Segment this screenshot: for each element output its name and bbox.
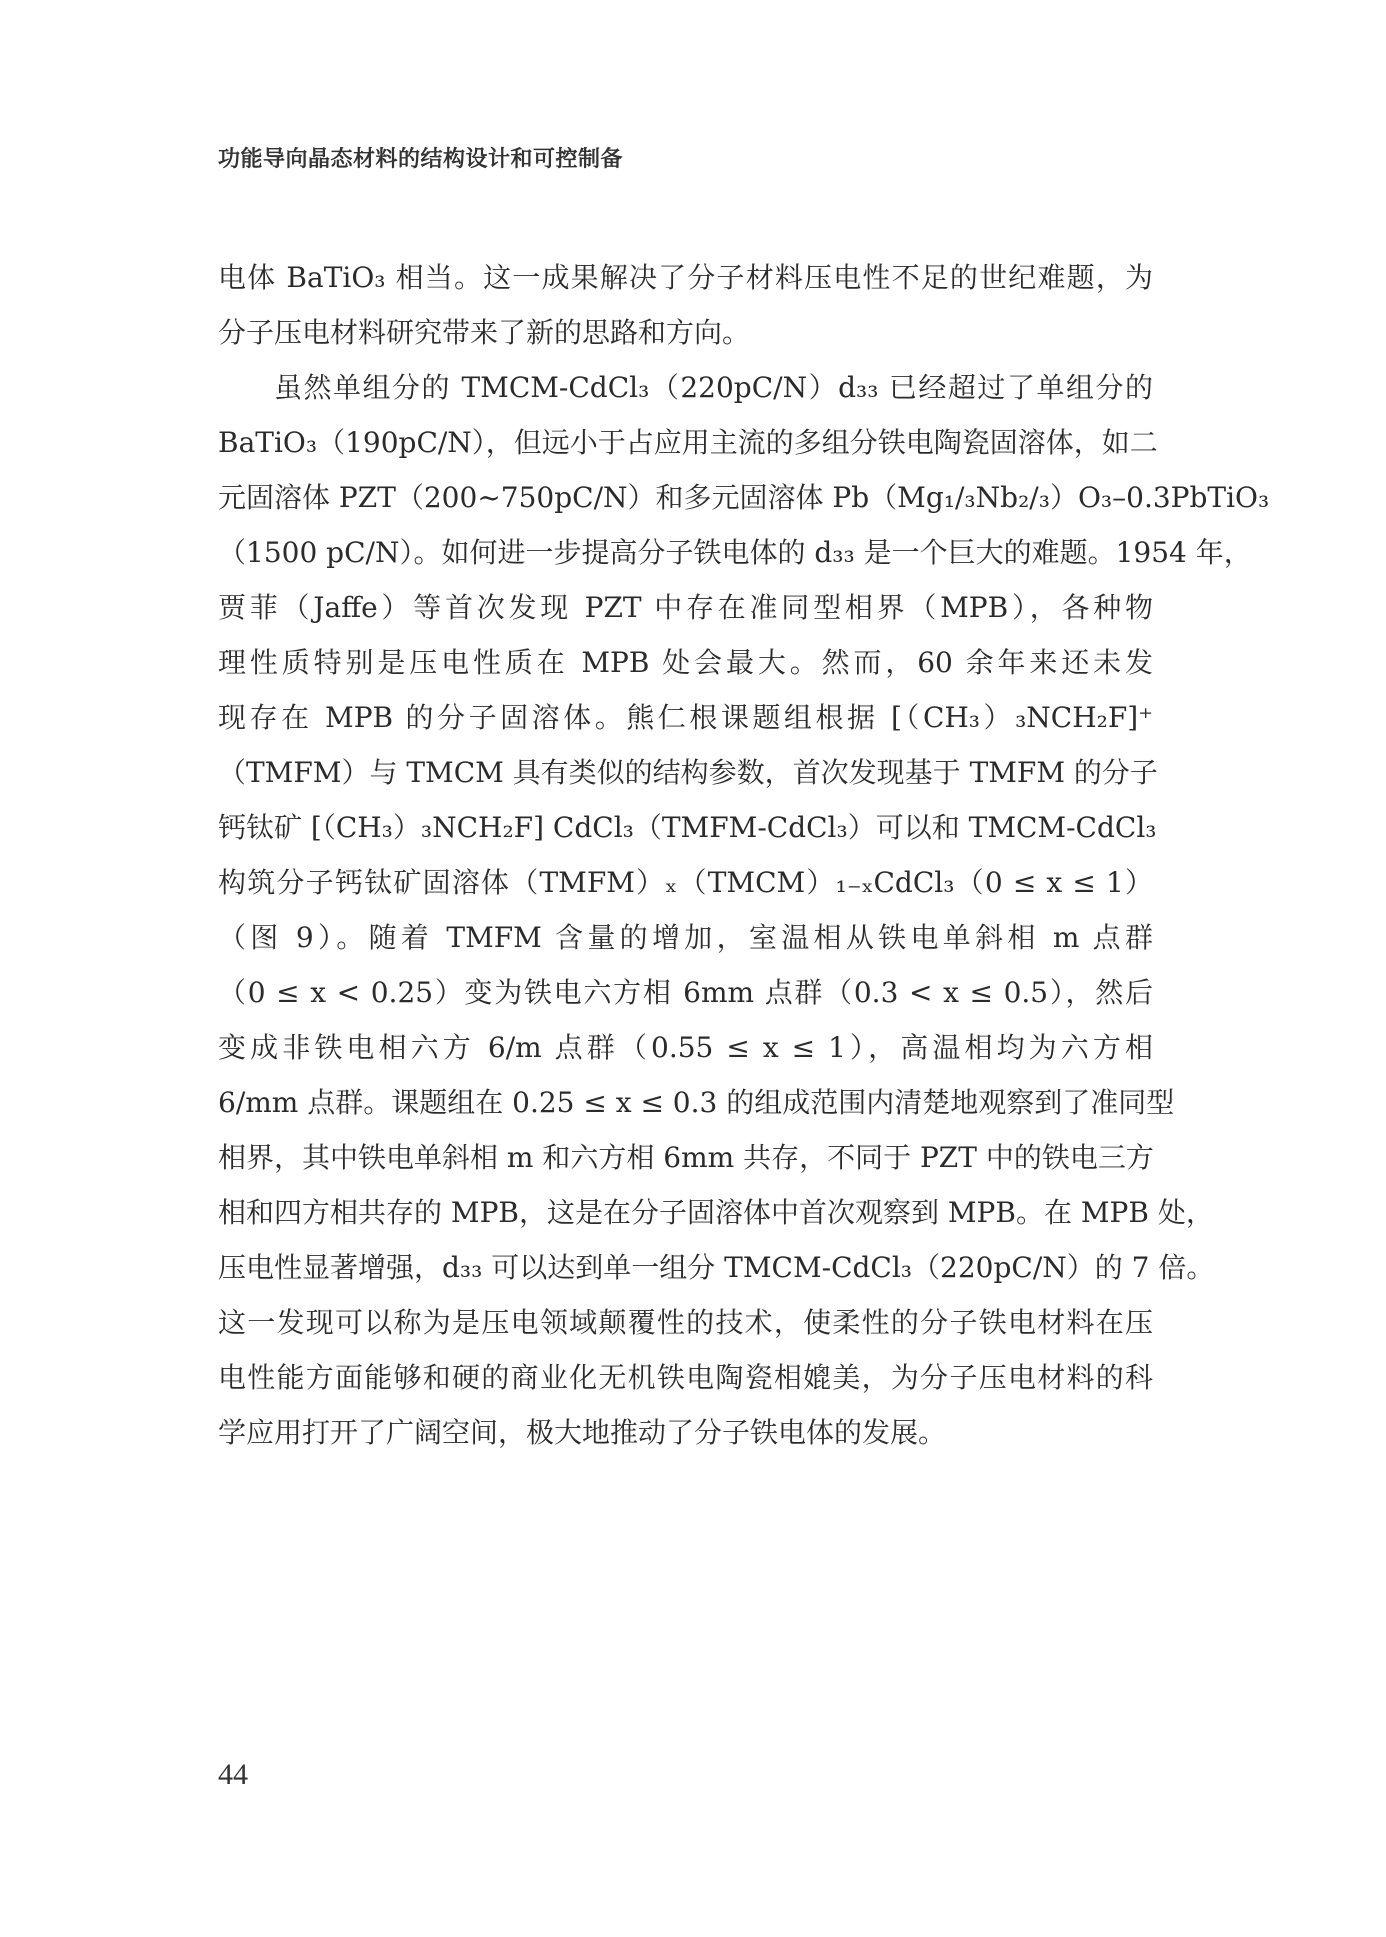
- text-line: （图 9）。随着 TMFM 含量的增加，室温相从铁电单斜相 m 点群: [218, 921, 1153, 954]
- text-line: （1500 pC/N）。如何进一步提高分子铁电体的 d₃₃ 是一个巨大的难题。1954 年，: [218, 536, 1252, 569]
- text-line: 学应用打开了广阔空间，极大地推动了分子铁电体的发展。: [218, 1416, 947, 1449]
- text-line: 压电性显著增强，d₃₃ 可以达到单一组分 TMCM-CdCl₃（220pC/N）的 7 倍。: [218, 1251, 1215, 1284]
- body-text: [218, 250, 1270, 1460]
- text-line: BaTiO₃（190pC/N），但远小于占应用主流的多组分铁电陶瓷固溶体，如二: [218, 426, 1158, 459]
- text-line: 虽然单组分的 TMCM-CdCl₃（220pC/N）d₃₃ 已经超过了单组分的: [274, 371, 1153, 404]
- text-line: 现存在 MPB 的分子固溶体。熊仁根课题组根据 [（CH₃）₃NCH₂F]⁺: [218, 701, 1153, 734]
- text-line: 理性质特别是压电性质在 MPB 处会最大。然而，60 余年来还未发: [218, 646, 1153, 679]
- text-line: 元固溶体 PZT（200~750pC/N）和多元固溶体 Pb（Mg₁/₃Nb₂/₃）O₃–0.3PbTiO₃: [218, 481, 1270, 514]
- text-line: 6/mm 点群。课题组在 0.25 ≤ x ≤ 0.3 的组成范围内清楚地观察到了准同型: [218, 1086, 1175, 1119]
- text-line: 构筑分子钙钛矿固溶体（TMFM）ₓ（TMCM）₁₋ₓCdCl₃（0 ≤ x ≤ 1）: [218, 866, 1153, 899]
- text-line: 相界，其中铁电单斜相 m 和六方相 6mm 共存，不同于 PZT 中的铁电三方: [218, 1141, 1154, 1174]
- text-line: （0 ≤ x < 0.25）变为铁电六方相 6mm 点群（0.3 < x ≤ 0.5），然后: [218, 976, 1153, 1009]
- text-line: 钙钛矿 [（CH₃）₃NCH₂F] CdCl₃（TMFM-CdCl₃）可以和 TMCM-CdCl₃: [218, 811, 1157, 844]
- text-line: 变成非铁电相六方 6/m 点群（0.55 ≤ x ≤ 1），高温相均为六方相: [218, 1031, 1153, 1064]
- text-line: 电体 BaTiO₃ 相当。这一成果解决了分子材料压电性不足的世纪难题，为: [218, 261, 1153, 294]
- text-line: 贾菲（Jaffe）等首次发现 PZT 中存在准同型相界（MPB），各种物: [218, 591, 1153, 624]
- page-number: 44: [218, 1758, 248, 1791]
- text-line: 分子压电材料研究带来了新的思路和方向。: [218, 316, 751, 349]
- running-header: 功能导向晶态材料的结构设计和可控制备: [218, 147, 624, 172]
- text-line: 相和四方相共存的 MPB，这是在分子固溶体中首次观察到 MPB。在 MPB 处，: [218, 1196, 1214, 1229]
- text-line: 电性能方面能够和硬的商业化无机铁电陶瓷相媲美，为分子压电材料的科: [218, 1361, 1153, 1394]
- text-line: 这一发现可以称为是压电领域颠覆性的技术，使柔性的分子铁电材料在压: [218, 1306, 1153, 1339]
- text-line: （TMFM）与 TMCM 具有类似的结构参数，首次发现基于 TMFM 的分子: [218, 756, 1158, 789]
